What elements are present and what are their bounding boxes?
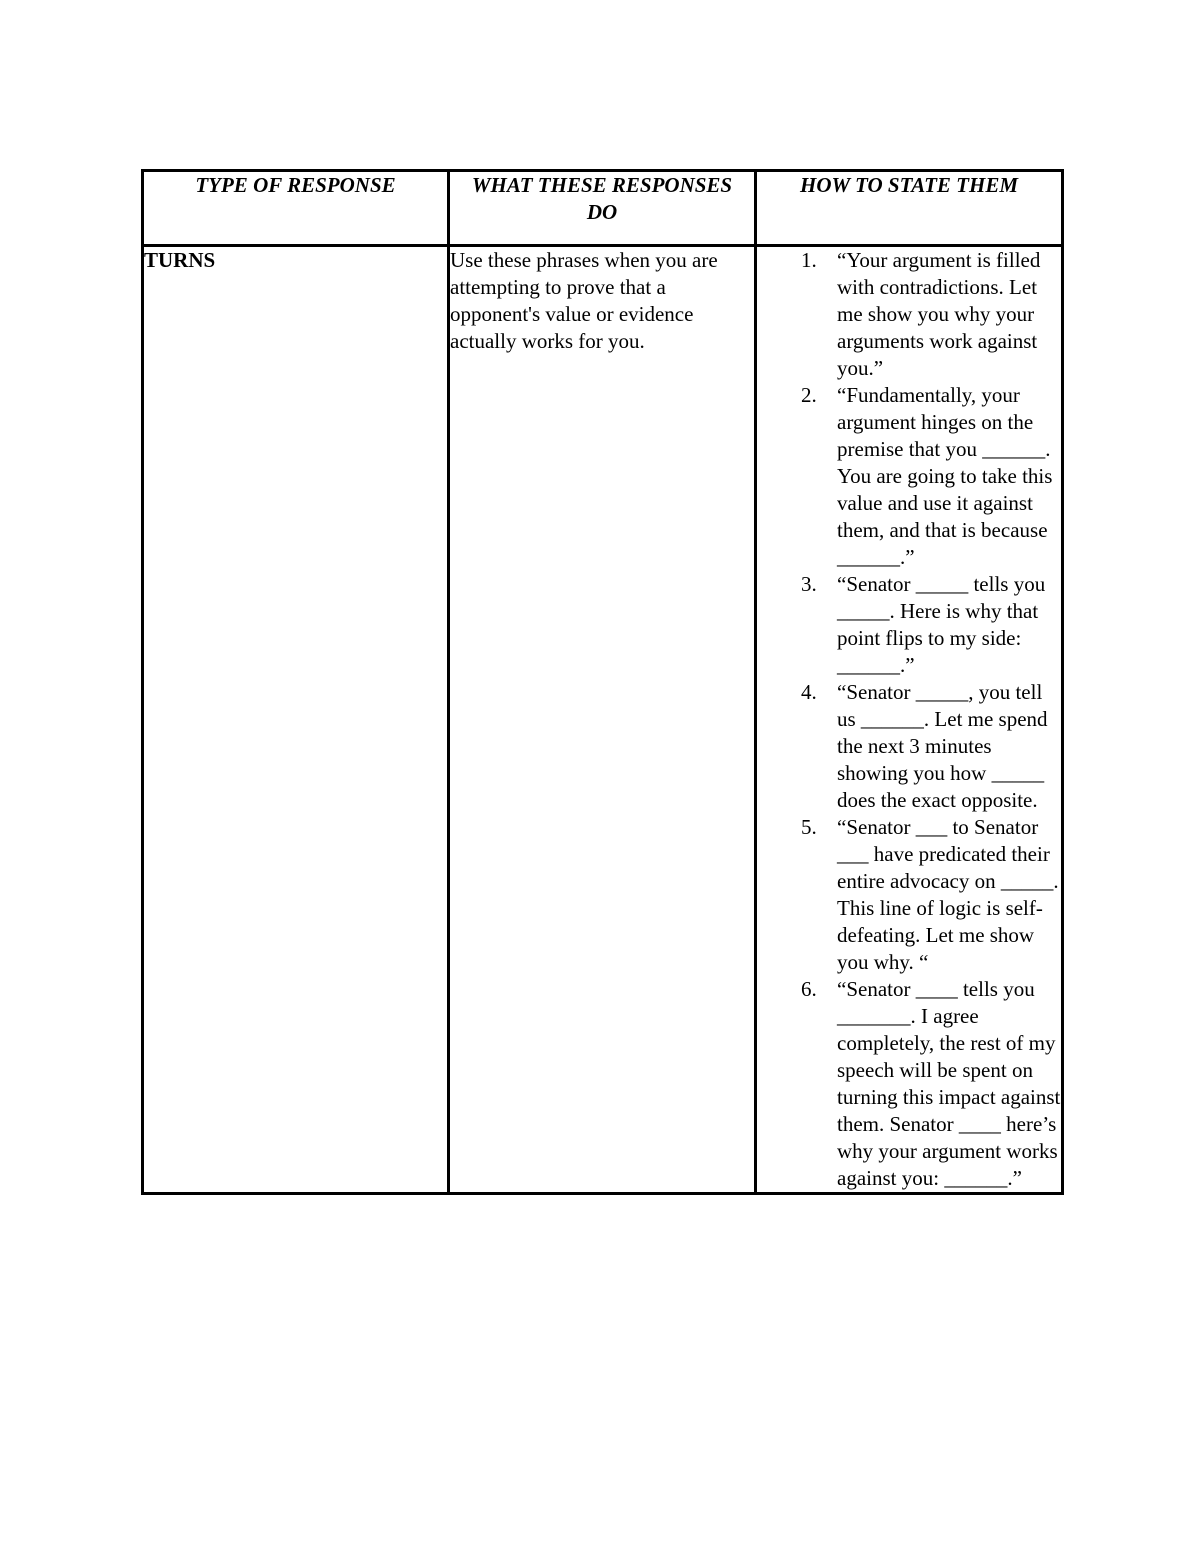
list-item-number: 4. bbox=[801, 680, 817, 704]
list-item bbox=[757, 571, 1061, 679]
response-type-cell bbox=[143, 246, 449, 1194]
response-description-cell bbox=[449, 246, 756, 1194]
header-how-to-state-them: HOW TO STATE THEM bbox=[756, 171, 1063, 246]
list-item-text: “Senator ___ to Senator ___ have predicated their entire advocacy on _____. This line of logic is self-defeating. Let me show you why. “ bbox=[837, 815, 1059, 974]
list-item-number: 6. bbox=[801, 977, 817, 1001]
response-type-label: TURNS bbox=[144, 248, 216, 272]
list-item bbox=[757, 814, 1061, 976]
list-item-text: “Senator _____, you tell us ______. Let me spend the next 3 minutes showing you how _____ does the exact opposite. bbox=[837, 680, 1048, 812]
list-item bbox=[757, 247, 1061, 382]
list-item-text: “Senator ____ tells you _______. I agree completely, the rest of my speech will be spent on turning this impact against them. Senator ____ here’s why your argument works against you: ______.” bbox=[837, 977, 1061, 1190]
list-item-text: “Senator _____ tells you _____. Here is why that point flips to my side: ______.” bbox=[837, 572, 1046, 677]
list-item-number: 3. bbox=[801, 572, 817, 596]
header-row bbox=[143, 171, 1063, 246]
list-item bbox=[757, 679, 1061, 814]
table-row bbox=[143, 246, 1063, 1194]
list-item-number: 5. bbox=[801, 815, 817, 839]
list-item bbox=[757, 382, 1061, 571]
response-table bbox=[141, 169, 1064, 1195]
phrase-list bbox=[757, 247, 1061, 1192]
list-item-number: 2. bbox=[801, 383, 817, 407]
list-item-text: “Your argument is filled with contradictions. Let me show you why your arguments work against you.” bbox=[837, 248, 1041, 380]
list-item bbox=[757, 976, 1061, 1192]
list-item-text: “Fundamentally, your argument hinges on the premise that you ______. You are going to take this value and use it against them, and that is because ______.” bbox=[837, 383, 1053, 569]
header-type-of-response: TYPE OF RESPONSE bbox=[143, 171, 449, 246]
header-what-these-responses-do: WHAT THESE RESPONSES DO bbox=[449, 171, 756, 246]
how-to-state-cell bbox=[756, 246, 1063, 1194]
response-description: Use these phrases when you are attempting to prove that a opponent's value or evidence actually works for you. bbox=[450, 248, 718, 353]
list-item-number: 1. bbox=[801, 248, 817, 272]
